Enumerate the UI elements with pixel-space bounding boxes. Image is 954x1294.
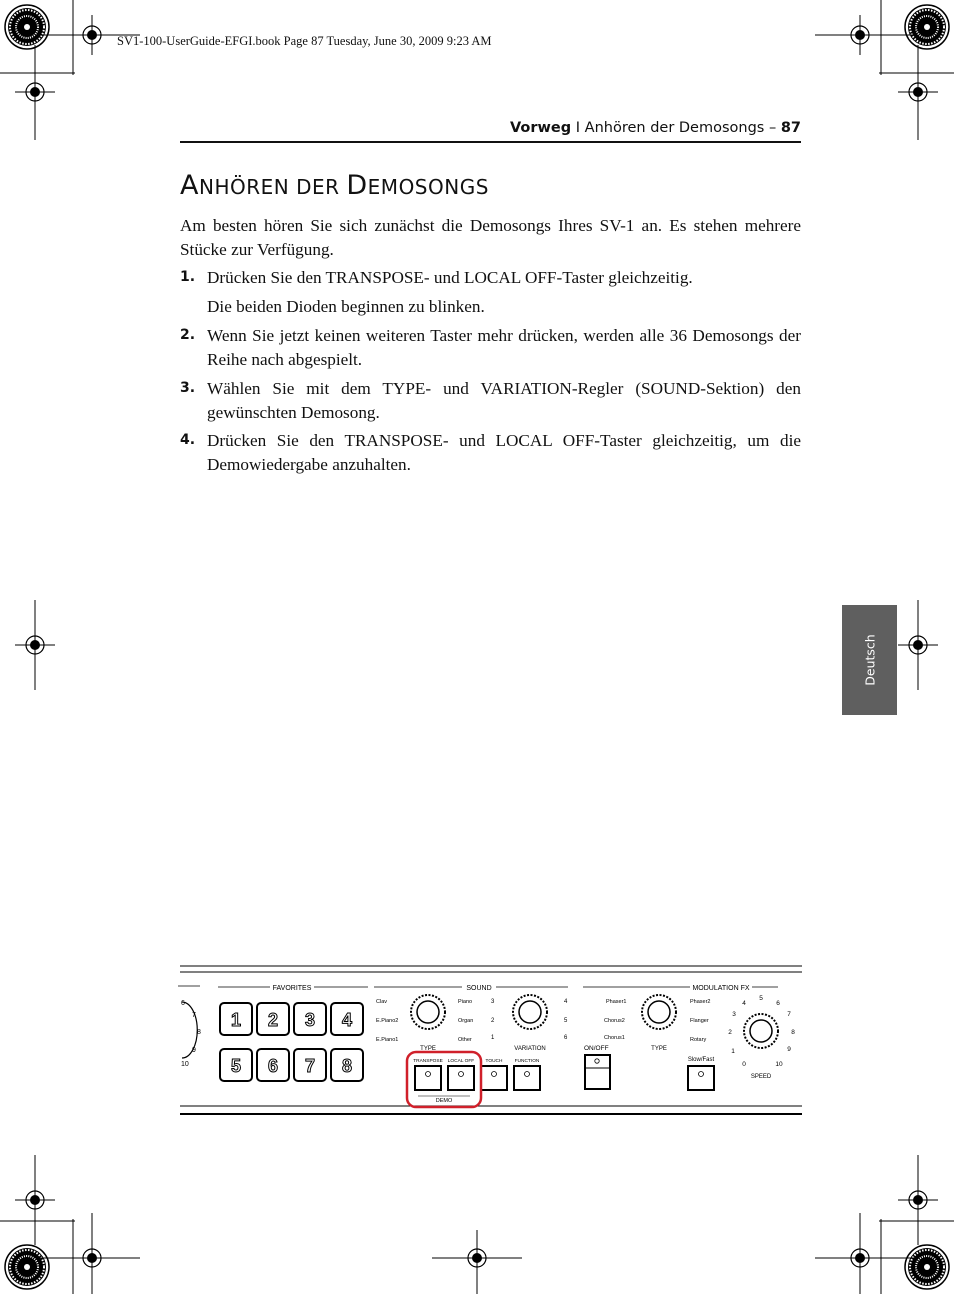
step-text: Drücken Sie den TRANSPOSE- und LOCAL OFF-Taster gleichzeitig, um die Demowiedergabe anzuhalten. bbox=[207, 431, 801, 474]
left-dial-number: 8 bbox=[197, 1029, 201, 1036]
step-number: 1. bbox=[180, 269, 196, 285]
left-dial-number: 10 bbox=[181, 1061, 189, 1068]
step-4 bbox=[180, 429, 801, 476]
speed-number: 5 bbox=[759, 995, 763, 1002]
step-2 bbox=[180, 324, 801, 371]
sound-type-option: E.Piano1 bbox=[376, 1037, 399, 1043]
control-panel-illustration bbox=[178, 962, 804, 1122]
speed-number: 1 bbox=[731, 1048, 735, 1055]
modulation-type-option: Phaser1 bbox=[606, 999, 627, 1005]
favorite-number: 2 bbox=[267, 1010, 279, 1030]
header-separator: I bbox=[571, 120, 585, 136]
modulation-fx-section bbox=[583, 985, 795, 1090]
modulation-type-option: Flanger bbox=[690, 1018, 709, 1024]
step-number: 4. bbox=[180, 432, 196, 448]
local-off-button[interactable] bbox=[448, 1066, 474, 1090]
header-subtitle: Anhören der Demosongs bbox=[584, 120, 765, 136]
star-target-icon bbox=[5, 1245, 49, 1289]
sound-type-option: E.Piano2 bbox=[376, 1018, 399, 1024]
speed-number: 8 bbox=[791, 1029, 795, 1036]
page-number: 87 bbox=[780, 120, 801, 136]
favorites-label: FAVORITES bbox=[272, 985, 312, 992]
sound-label: SOUND bbox=[466, 985, 492, 992]
favorite-number: 7 bbox=[304, 1056, 316, 1076]
touch-label: TOUCH bbox=[485, 1059, 503, 1064]
favorite-number: 6 bbox=[267, 1056, 279, 1076]
sound-type-option: Clav bbox=[376, 999, 388, 1005]
demo-label: DEMO bbox=[435, 1098, 453, 1104]
step-3 bbox=[180, 377, 801, 424]
header-rule bbox=[180, 141, 801, 143]
header-section: Vorweg bbox=[510, 120, 572, 136]
modulation-type-label: TYPE bbox=[651, 1046, 667, 1052]
print-info-line: SV1-100-UserGuide-EFGI.book Page 87 Tuesday, June 30, 2009 9:23 AM bbox=[117, 34, 492, 48]
sound-type-option: Other bbox=[458, 1037, 472, 1043]
variation-number: 2 bbox=[491, 1018, 495, 1024]
modulation-fx-label: MODULATION FX bbox=[692, 985, 750, 992]
title-cap-a: A bbox=[180, 170, 199, 201]
onoff-label: ON/OFF bbox=[584, 1045, 609, 1052]
modulation-type-option: Chorus2 bbox=[604, 1018, 625, 1024]
step-1 bbox=[180, 266, 801, 290]
onoff-button[interactable] bbox=[585, 1055, 610, 1089]
step-number: 3. bbox=[180, 380, 196, 396]
speed-number: 6 bbox=[776, 1000, 780, 1007]
speed-number: 7 bbox=[787, 1011, 791, 1018]
sound-type-option: Organ bbox=[458, 1018, 474, 1024]
modulation-type-option: Phaser2 bbox=[690, 999, 711, 1005]
language-tab bbox=[842, 605, 897, 715]
title-part-1: NHÖREN DER bbox=[198, 175, 347, 199]
modulation-type-option: Rotary bbox=[690, 1037, 707, 1043]
local-off-label: LOCAL OFF bbox=[447, 1059, 475, 1064]
transpose-label: TRANSPOSE bbox=[413, 1059, 443, 1064]
intro-paragraph: Am besten hören Sie sich zunächst die Demosongs Ihres SV-1 an. Es stehen mehrere Stücke zur Verfügung. bbox=[180, 216, 801, 259]
favorites-section bbox=[218, 985, 368, 1081]
star-target-icon bbox=[905, 5, 949, 49]
sound-type-option: Piano bbox=[458, 999, 473, 1005]
touch-button[interactable] bbox=[481, 1066, 507, 1090]
variation-number: 3 bbox=[491, 999, 495, 1005]
variation-number: 6 bbox=[564, 1035, 568, 1041]
favorite-number: 1 bbox=[230, 1010, 242, 1030]
favorite-number: 5 bbox=[230, 1056, 242, 1076]
step-text: Drücken Sie den TRANSPOSE- und LOCAL OFF-Taster gleichzeitig. bbox=[207, 268, 693, 287]
variation-label: VARIATION bbox=[514, 1046, 546, 1052]
function-label: FUNCTION bbox=[514, 1059, 540, 1064]
step-text: Wählen Sie mit dem TYPE- und VARIATION-Regler (SOUND-Sektion) den gewünschten Demosong. bbox=[207, 379, 801, 422]
star-target-icon bbox=[5, 5, 49, 49]
star-target-icon bbox=[905, 1245, 949, 1289]
speed-number: 3 bbox=[732, 1011, 736, 1018]
speed-number: 10 bbox=[775, 1061, 783, 1068]
speed-number: 0 bbox=[742, 1061, 746, 1068]
language-tab-label: Deutsch bbox=[862, 634, 877, 686]
modulation-type-option: Chorus1 bbox=[604, 1035, 625, 1041]
sound-section bbox=[374, 985, 568, 1107]
speed-number: 9 bbox=[787, 1046, 791, 1053]
function-button[interactable] bbox=[514, 1066, 540, 1090]
favorite-number: 4 bbox=[341, 1010, 353, 1030]
partial-dial bbox=[178, 986, 201, 1068]
speed-label: SPEED bbox=[750, 1074, 772, 1080]
speed-number: 2 bbox=[728, 1029, 732, 1036]
title-part-2: EMOSONGS bbox=[367, 175, 489, 199]
slowfast-button[interactable] bbox=[688, 1066, 714, 1090]
section-title bbox=[180, 170, 489, 201]
slowfast-label: Slow/Fast bbox=[687, 1057, 715, 1063]
variation-number: 4 bbox=[564, 999, 568, 1005]
variation-number: 1 bbox=[491, 1035, 495, 1041]
step-number: 2. bbox=[180, 327, 196, 343]
title-cap-d: D bbox=[346, 170, 368, 201]
favorite-number: 3 bbox=[304, 1010, 316, 1030]
transpose-button[interactable] bbox=[415, 1066, 441, 1090]
sound-type-label: TYPE bbox=[420, 1046, 436, 1052]
running-header bbox=[510, 120, 801, 136]
step-1-note: Die beiden Dioden beginnen zu blinken. bbox=[207, 297, 485, 316]
header-dash: – bbox=[764, 120, 781, 136]
left-dial-number: 7 bbox=[192, 1012, 196, 1019]
favorite-number: 8 bbox=[341, 1056, 353, 1076]
left-dial-number: 6 bbox=[181, 1000, 185, 1007]
speed-number: 4 bbox=[742, 1000, 746, 1007]
variation-number: 5 bbox=[564, 1018, 568, 1024]
step-text: Wenn Sie jetzt keinen weiteren Taster mehr drücken, werden alle 36 Demosongs der Reihe nach abgespielt. bbox=[207, 326, 801, 369]
left-dial-number: 9 bbox=[192, 1047, 196, 1054]
